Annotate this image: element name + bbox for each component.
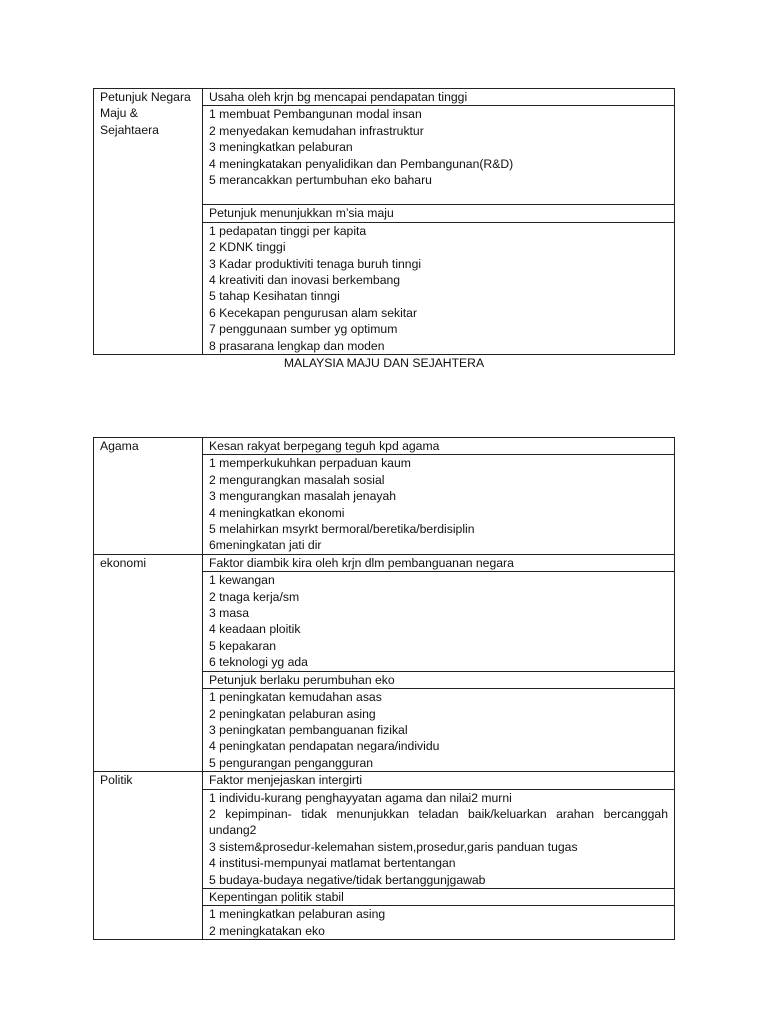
list-item: 2 peningkatan pelaburan asing [209, 706, 376, 721]
list-item: 1 meningkatkan pelaburan asing [209, 907, 386, 922]
list-item: 6 Kecekapan pengurusan alam sekitar [209, 305, 417, 320]
list-item: 6 teknologi yg ada [209, 655, 308, 670]
list-cell [203, 222, 675, 354]
list-item: 7 penggunaan sumber yg optimum [209, 322, 398, 337]
list-item: 3 mengurangkan masalah jenayah [209, 489, 397, 504]
list-cell [203, 789, 675, 888]
list-item: 1 pedapatan tinggi per kapita [209, 223, 367, 238]
list-item: 2 tnaga kerja/sm [209, 589, 300, 604]
list-item: 1 kewangan [209, 573, 275, 588]
label-line: Maju & [100, 106, 138, 121]
list-item: 1 individu-kurang penghayyatan agama dan nilai2 murni [209, 790, 512, 805]
list-item: 2 menyedakan kemudahan infrastruktur [209, 123, 424, 138]
list-item: 1 membuat Pembangunan modal insan [209, 107, 422, 122]
list-item: 1 memperkukuhkan perpaduan kaum [209, 456, 411, 471]
list-item: 2 KDNK tinggi [209, 240, 286, 255]
table-aspects [93, 437, 675, 940]
list-item: 4 keadaan ploitik [209, 622, 301, 637]
list-item: 5 merancakkan pertumbuhan eko baharu [209, 173, 432, 188]
list-item: 1 peningkatan kemudahan asas [209, 690, 382, 705]
list-item: 3 Kadar produktiviti tenaga buruh tinngi [209, 256, 422, 271]
list-item: 3 masa [209, 606, 249, 621]
list-item: 4 meningkatkan ekonomi [209, 505, 345, 520]
table-malaysia-maju [93, 88, 675, 355]
list-cell [203, 455, 675, 554]
label-cell-ekonomi: ekonomi [94, 554, 203, 771]
list-item: 2 kepimpinan- tidak menunjukkan teladan baik/keluarkan arahan bercanggah undang2 [209, 806, 668, 838]
section-header: Petunjuk menunjukkan m’sia maju [203, 205, 675, 222]
list-item: 5 budaya-budaya negative/tidak bertanggunjgawab [209, 872, 486, 887]
list-cell [203, 689, 675, 772]
label-line: Petunjuk Negara [100, 90, 191, 104]
list-item: 4 institusi-mempunyai matlamat bertentangan [209, 856, 456, 871]
section-header: Kesan rakyat berpegang teguh kpd agama [203, 438, 675, 455]
list-item: 5 melahirkan msyrkt bermoral/beretika/berdisiplin [209, 522, 475, 537]
section-header: Kepentingan politik stabil [203, 888, 675, 905]
list-item: 6meningkatan jati dir [209, 538, 322, 553]
list-cell [203, 572, 675, 671]
table-caption: MALAYSIA MAJU DAN SEJAHTERA [283, 356, 485, 370]
label-cell-politik: Politik [94, 772, 203, 940]
section-header: Usaha oleh krjn bg mencapai pendapatan tinggi [203, 89, 675, 106]
list-item: 5 tahap Kesihatan tinngi [209, 289, 340, 304]
list-item: 4 kreativiti dan inovasi berkembang [209, 273, 401, 288]
section-header: Faktor menjejaskan intergirti [203, 772, 675, 789]
list-item: 4 peningkatan pendapatan negara/individu [209, 739, 440, 754]
list-item: 5 kepakaran [209, 638, 277, 653]
list-item: 4 meningkatakan penyalidikan dan Pembangunan(R&D) [209, 156, 514, 171]
list-item: 3 peningkatan pembanguanan fizikal [209, 722, 408, 737]
list-item: 3 sistem&prosedur-kelemahan sistem,prosedur,garis panduan tugas [209, 839, 578, 854]
list-item: 5 pengurangan pengangguran [209, 755, 374, 770]
label-cell-agama: Agama [94, 438, 203, 555]
list-item: 3 meningkatkan pelaburan [209, 140, 353, 155]
list-cell [203, 106, 675, 205]
list-cell [203, 906, 675, 940]
section-header: Faktor diambik kira oleh krjn dlm pembanguanan negara [203, 554, 675, 571]
list-item: 2 mengurangkan masalah sosial [209, 472, 385, 487]
section-header: Petunjuk berlaku perumbuhan eko [203, 671, 675, 688]
label-cell-petunjuk-negara [94, 89, 203, 355]
label-line: Sejahtaera [100, 122, 159, 137]
list-item: 2 meningkatakan eko [209, 923, 325, 938]
list-item: 8 prasarana lengkap dan moden [209, 338, 385, 353]
